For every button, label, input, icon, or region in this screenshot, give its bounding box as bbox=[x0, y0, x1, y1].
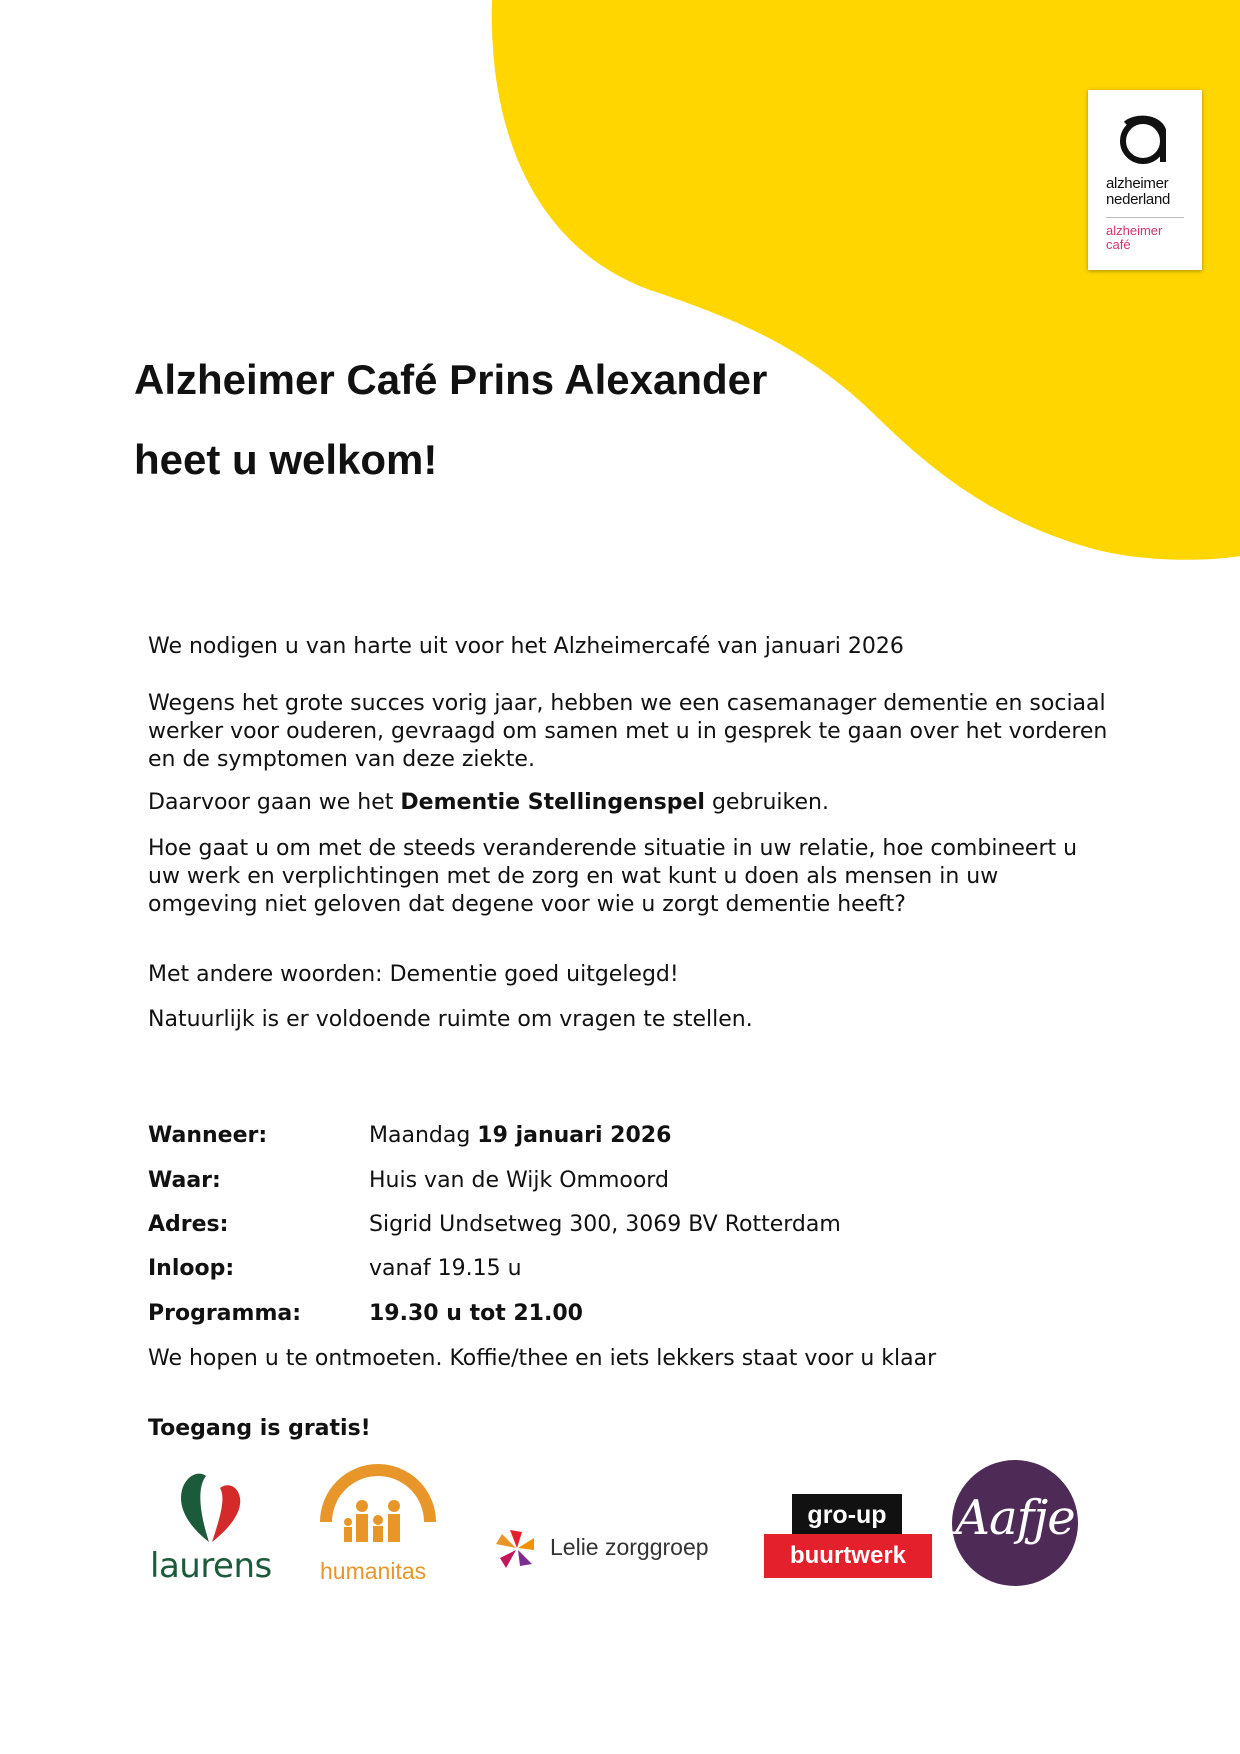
detail-label-address: Adres: bbox=[148, 1212, 229, 1237]
sponsor-logo-laurens bbox=[148, 1468, 278, 1588]
intro-text: We nodigen u van harte uit voor het Alzheimercafé van januari 2026 bbox=[148, 634, 904, 659]
detail-label-program: Programma: bbox=[148, 1301, 302, 1326]
paragraph-explained: Met andere woorden: Dementie goed uitgelegd! bbox=[148, 962, 679, 987]
free-entry-text: Toegang is gratis! bbox=[148, 1416, 371, 1441]
detail-value-where: Huis van de Wijk Ommoord bbox=[369, 1168, 669, 1193]
yellow-blob-decoration bbox=[0, 0, 1240, 600]
groep-bottom-label: buurtwerk bbox=[764, 1534, 932, 1578]
groep-top-label: gro-up bbox=[792, 1494, 902, 1536]
detail-value-program: 19.30 u tot 21.00 bbox=[369, 1301, 583, 1326]
paragraph-room: Natuurlijk is er voldoende ruimte om vragen te stellen. bbox=[148, 1007, 753, 1032]
detail-label-when: Wanneer: bbox=[148, 1123, 268, 1148]
logo-text-nederland: nederland bbox=[1106, 191, 1171, 208]
detail-value-address: Sigrid Undsetweg 300, 3069 BV Rotterdam bbox=[369, 1212, 841, 1237]
lelie-flower-icon bbox=[494, 1526, 540, 1572]
detail-label-where: Waar: bbox=[148, 1168, 221, 1193]
closing-text: We hopen u te ontmoeten. Koffie/thee en iets lekkers staat voor u klaar bbox=[148, 1346, 937, 1371]
logo-text-cafe: café bbox=[1106, 237, 1131, 252]
logo-divider bbox=[1106, 217, 1184, 218]
paragraph-game bbox=[148, 790, 829, 815]
sponsor-logo-aafje bbox=[952, 1460, 1080, 1588]
detail-value-day: Maandag bbox=[369, 1123, 478, 1148]
detail-value-when bbox=[369, 1123, 671, 1148]
laurens-label: laurens bbox=[150, 1546, 272, 1586]
logo-text-alzheimer: alzheimer bbox=[1106, 175, 1169, 192]
detail-value-date: 19 januari 2026 bbox=[477, 1123, 672, 1148]
alzheimer-nederland-logo bbox=[1088, 90, 1202, 270]
humanitas-label: humanitas bbox=[320, 1558, 427, 1584]
laurens-heart-icon bbox=[176, 1468, 246, 1548]
paragraph-game-name: Dementie Stellingenspel bbox=[400, 790, 705, 815]
sponsor-logo-humanitas bbox=[318, 1462, 438, 1588]
logo-text-alzheimer-sub: alzheimer bbox=[1106, 223, 1163, 238]
lelie-label: Lelie zorggroep bbox=[550, 1534, 709, 1560]
page-title: Alzheimer Café Prins Alexander bbox=[134, 356, 768, 403]
paragraph-success: Wegens het grote succes vorig jaar, hebben we een casemanager dementie en sociaal werker voor ouderen, gevraagd om samen met u in gesprek te gaan over het vorderen en de symptomen van deze ziekte. bbox=[148, 691, 1108, 772]
detail-label-walkin: Inloop: bbox=[148, 1256, 235, 1281]
paragraph-questions: Hoe gaat u om met de steeds veranderende situatie in uw relatie, hoe combineert u uw werk en verplichtingen met de zorg en wat kunt u doen als mensen in uw omgeving niet geloven dat degene voor wie u zorgt dementie heeft? bbox=[148, 836, 1078, 917]
sponsor-logo-lelie bbox=[494, 1524, 734, 1574]
alzheimer-a-icon bbox=[1118, 112, 1172, 166]
humanitas-family-icon bbox=[320, 1462, 436, 1554]
paragraph-game-before: Daarvoor gaan we het bbox=[148, 790, 401, 815]
sponsor-logo-groep-buurtwerk bbox=[764, 1494, 936, 1586]
page-subtitle: heet u welkom! bbox=[134, 436, 438, 483]
paragraph-game-after: gebruiken. bbox=[704, 790, 829, 815]
aafje-label: Aafje bbox=[955, 1490, 1075, 1546]
detail-value-walkin: vanaf 19.15 u bbox=[369, 1256, 522, 1281]
